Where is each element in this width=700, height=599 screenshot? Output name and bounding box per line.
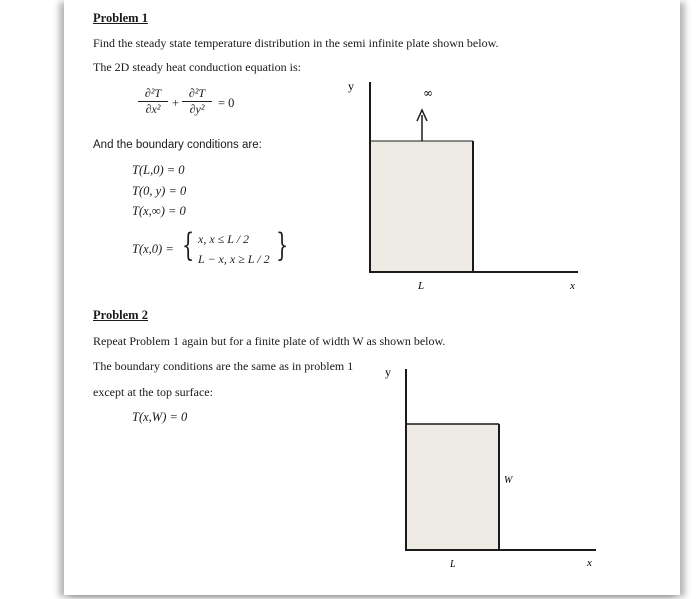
bc-4-lhs: T(x,0) =	[132, 242, 174, 256]
bc-4-case2: L − x, x ≥ L / 2	[198, 252, 270, 266]
problem2-title: Problem 2	[93, 308, 148, 322]
bc-2: T(0, y) = 0	[132, 184, 187, 198]
left-brace: {	[182, 226, 195, 264]
document-page	[64, 0, 680, 595]
equation-intro: The 2D steady heat conduction equation is:	[93, 60, 301, 74]
x-label-1: x	[570, 280, 575, 292]
pde-plus: +	[172, 96, 180, 110]
finite-plate-diagram	[64, 0, 680, 595]
height-label-2: W	[504, 475, 513, 486]
width-label-2: L	[450, 559, 456, 570]
bc-4-case1: x, x ≤ L / 2	[198, 232, 250, 246]
problem1-title: Problem 1	[93, 11, 148, 25]
pde-term-x: ∂²T ∂x²	[138, 87, 168, 116]
x-label-2: x	[587, 557, 592, 569]
problem2-bc: T(x,W) = 0	[132, 410, 188, 424]
y-label-1: y	[348, 79, 354, 93]
bc-intro: And the boundary conditions are:	[93, 139, 262, 151]
infinity-label: ∞	[423, 86, 433, 100]
bc-1: T(L,0) = 0	[132, 163, 185, 177]
bc-3: T(x,∞) = 0	[132, 204, 186, 218]
problem2-line2: The boundary conditions are the same as in problem 1	[93, 359, 354, 373]
problem1-intro: Find the steady state temperature distribution in the semi infinite plate shown below.	[93, 36, 499, 50]
plate-2-fill	[406, 424, 499, 550]
pde-term-y: ∂²T ∂y²	[182, 87, 212, 116]
y-label-2: y	[385, 365, 391, 379]
problem2-line3: except at the top surface:	[93, 385, 213, 399]
problem2-line1: Repeat Problem 1 again but for a finite plate of width W as shown below.	[93, 334, 446, 348]
right-brace: }	[276, 226, 289, 264]
width-label-1: L	[418, 280, 425, 292]
pde-rhs: = 0	[218, 96, 235, 110]
